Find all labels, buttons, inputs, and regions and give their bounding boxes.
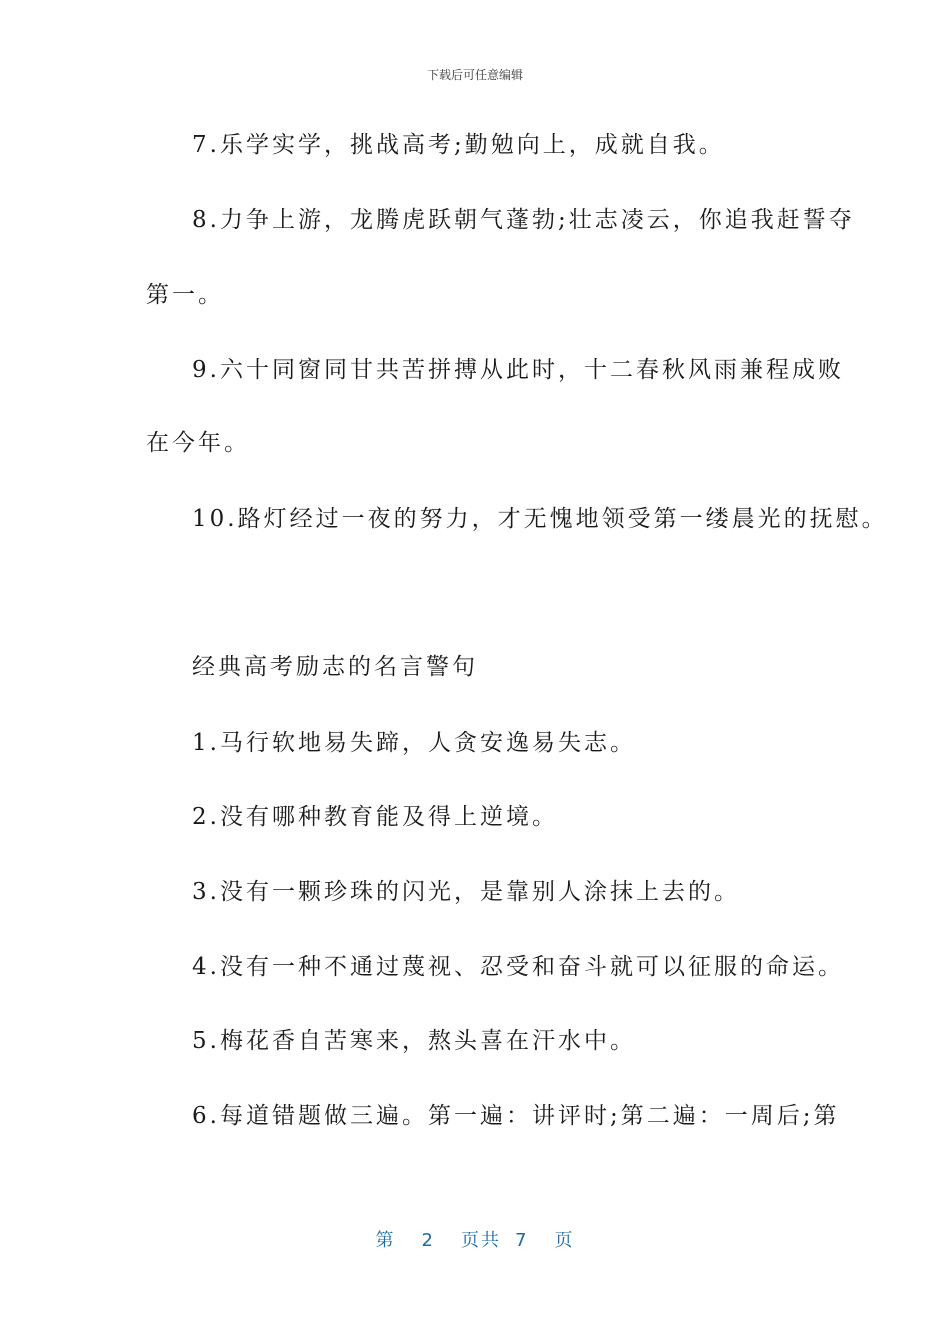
footer-total-pages: 7 xyxy=(515,1230,529,1251)
quote-line-6: 6.每道错题做三遍。第一遍：讲评时;第二遍：一周后;第 xyxy=(192,1103,840,1129)
page-header: 下载后可任意编辑 xyxy=(426,68,523,82)
quote-line-4: 4.没有一种不通过蔑视、忍受和奋斗就可以征服的命运。 xyxy=(192,954,844,980)
quote-line-3: 3.没有一颗珍珠的闪光，是靠别人涂抹上去的。 xyxy=(192,879,740,905)
text-line-9-continued: 在今年。 xyxy=(146,430,250,456)
section-heading: 经典高考励志的名言警句 xyxy=(192,654,478,680)
text-line-10: 10.路灯经过一夜的努力，才无愧地领受第一缕晨光的抚慰。 xyxy=(192,506,888,532)
text-line-9: 9.六十同窗同甘共苦拼搏从此时，十二春秋风雨兼程成败 xyxy=(192,357,844,383)
quote-line-2: 2.没有哪种教育能及得上逆境。 xyxy=(192,804,558,830)
quote-line-5: 5.梅花香自苦寒来，熬头喜在汗水中。 xyxy=(192,1028,636,1054)
quote-line-1: 1.马行软地易失蹄，人贪安逸易失志。 xyxy=(192,730,636,756)
text-line-7: 7.乐学实学，挑战高考;勤勉向上，成就自我。 xyxy=(192,132,725,158)
footer-middle: 页共 xyxy=(461,1230,501,1251)
footer-current-page: 2 xyxy=(421,1230,435,1251)
text-line-8-continued: 第一。 xyxy=(146,282,224,308)
text-line-8: 8.力争上游，龙腾虎跃朝气蓬勃;壮志凌云，你追我赶誓夺 xyxy=(192,207,855,233)
footer-suffix: 页 xyxy=(554,1230,575,1251)
page-footer xyxy=(0,1226,950,1252)
footer-prefix: 第 xyxy=(375,1230,396,1251)
